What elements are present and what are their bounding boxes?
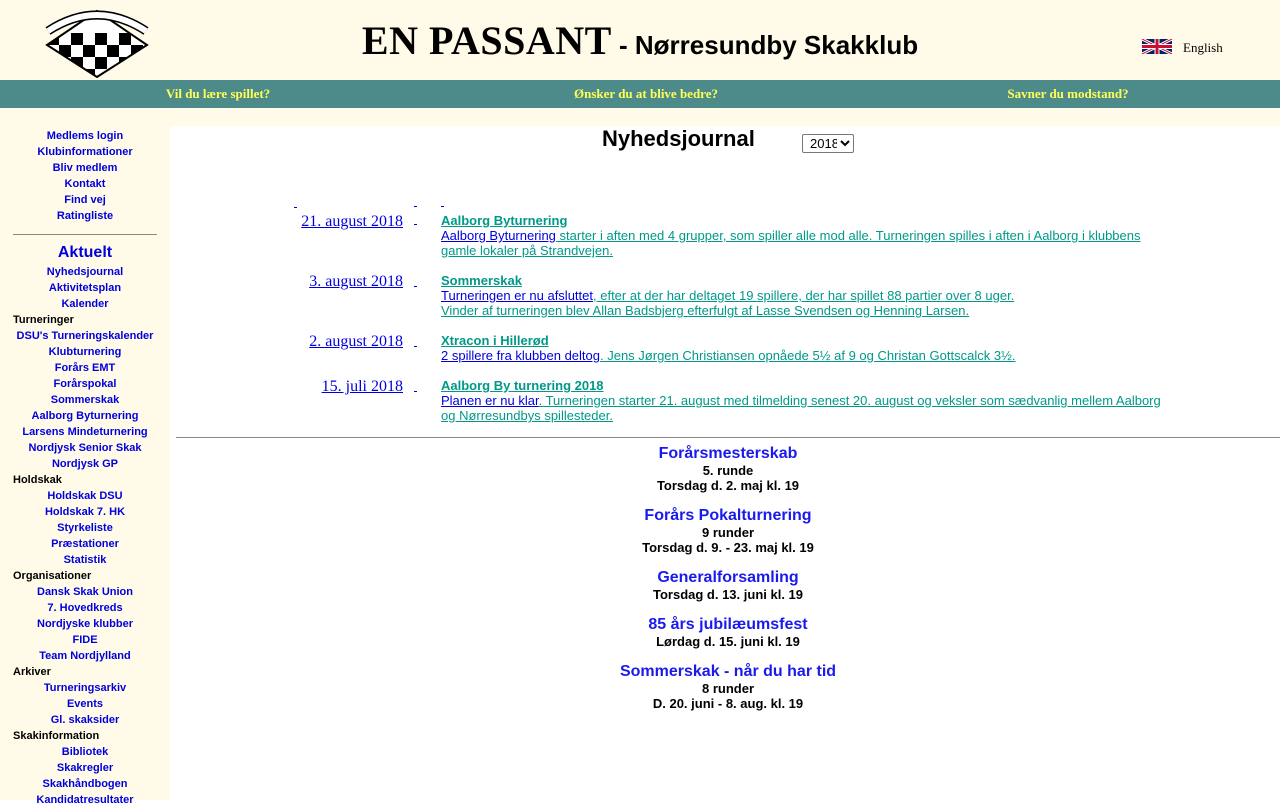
sidebar-item-kontakt[interactable]: Kontakt <box>64 178 106 190</box>
sidebar-item-praestationer[interactable]: Præstationer <box>51 538 119 550</box>
sidebar-menu <box>0 126 170 806</box>
event-detail: 5. runde <box>702 463 754 478</box>
sidebar-item-foraarspokal[interactable]: Forårspokal <box>53 378 117 390</box>
event-item <box>176 663 1280 711</box>
sidebar-divider <box>13 234 157 235</box>
event-title[interactable]: Sommerskak - når du har tid <box>619 663 837 680</box>
news-date[interactable]: 3. august 2018 <box>309 273 403 290</box>
sidebar-item-turneringsarkiv[interactable]: Turneringsarkiv <box>43 682 127 694</box>
sidebar-item-kalender[interactable]: Kalender <box>61 298 109 310</box>
sidebar-item-gl-skaksider[interactable]: Gl. skaksider <box>50 714 120 726</box>
sidebar-item-skakregler[interactable]: Skakregler <box>56 762 114 774</box>
site-header <box>0 0 1280 80</box>
news-date[interactable]: 21. august 2018 <box>301 213 403 230</box>
sidebar-item-nordjyske-klubber[interactable]: Nordjyske klubber <box>37 618 133 630</box>
news-link[interactable]: Aalborg Byturnering <box>441 228 556 243</box>
news-link[interactable]: Turneringen er nu afsluttet <box>441 288 593 303</box>
sidebar-section-holdskak: Holdskak <box>13 474 62 486</box>
news-body <box>441 273 1166 318</box>
sidebar-item-nordjysk-gp[interactable]: Nordjysk GP <box>51 458 119 470</box>
sidebar-item-klubinformationer[interactable]: Klubinformationer <box>37 146 133 158</box>
event-item <box>176 507 1280 555</box>
decor-mark <box>414 206 417 207</box>
news-headline[interactable]: Aalborg Byturnering <box>441 213 568 228</box>
sidebar-item-team-nordjylland[interactable]: Team Nordjylland <box>39 650 131 662</box>
sidebar-section-skakinformation: Skakinformation <box>13 730 100 742</box>
event-detail: 8 runder <box>701 681 754 696</box>
event-detail: 9 runder <box>701 525 754 540</box>
language-switch[interactable] <box>1141 40 1223 56</box>
news-text: , efter at der har deltaget 19 spillere, der har spillet 88 partier over 8 uger. <box>593 288 1015 303</box>
page-title: Nyhedsjournal <box>602 126 755 151</box>
sidebar-item-nordjysk-senior-skak[interactable]: Nordjysk Senior Skak <box>28 442 142 454</box>
sidebar-item-skakhaandbogen[interactable]: Skakhåndbogen <box>42 778 128 790</box>
sidebar-item-medlems-login[interactable]: Medlems login <box>46 130 124 142</box>
sidebar-item-dsu-turneringskalender[interactable]: DSU's Turneringskalender <box>16 330 154 342</box>
sidebar-item-ratingliste[interactable]: Ratingliste <box>56 210 114 222</box>
sidebar-item-statistik[interactable]: Statistik <box>63 554 107 566</box>
decor-mark <box>441 206 444 207</box>
news-headline[interactable]: Aalborg By turnering 2018 <box>441 378 604 393</box>
upcoming-events <box>176 445 1280 725</box>
news-text: starter i aften med 4 grupper, som spiller alle mod alle. Turneringen spilles i aften i Aalborg i klubbens gamle lokaler på Strandvejen. <box>441 228 1141 258</box>
sidebar-item-fide[interactable]: FIDE <box>72 634 98 646</box>
sidebar-section-turneringer: Turneringer <box>13 314 74 326</box>
sidebar-item-holdskak-7hk[interactable]: Holdskak 7. HK <box>44 506 126 518</box>
news-date[interactable]: 15. juli 2018 <box>321 378 403 395</box>
sidebar-item-7-hovedkreds[interactable]: 7. Hovedkreds <box>47 602 123 614</box>
top-nav-bar <box>0 80 1280 108</box>
decor-mark <box>294 207 297 208</box>
site-title-club: - Nørresundby Skakklub <box>611 30 919 60</box>
event-detail: Torsdag d. 13. juni kl. 19 <box>652 587 804 602</box>
sidebar-item-styrkeliste[interactable]: Styrkeliste <box>57 522 113 534</box>
sidebar-item-larsens-mindeturnering[interactable]: Larsens Mindeturnering <box>22 426 148 438</box>
sidebar-item-foraars-emt[interactable]: Forårs EMT <box>54 362 116 374</box>
event-title[interactable]: Forårsmesterskab <box>658 445 798 462</box>
news-link[interactable]: Planen er nu klar <box>441 393 539 408</box>
header-stripe <box>0 108 1280 126</box>
sidebar-item-nyhedsjournal[interactable]: Nyhedsjournal <box>46 266 124 278</box>
news-date[interactable]: 2. august 2018 <box>309 333 403 350</box>
news-headline[interactable]: Sommerskak <box>441 273 522 288</box>
news-text: . Turneringen starter 21. august med tilmelding senest 20. august og veksler som sædvanlig mellem Aalborg og Nørresundbys spillesteder. <box>441 393 1161 423</box>
sidebar-section-organisationer: Organisationer <box>13 570 92 582</box>
nav-learn-game[interactable]: Vil du lære spillet? <box>165 86 271 101</box>
sidebar-item-find-vej[interactable]: Find vej <box>64 194 106 206</box>
news-body <box>441 333 1166 363</box>
event-item <box>176 616 1280 649</box>
uk-flag-icon[interactable] <box>1141 39 1173 54</box>
news-text: Vinder af turneringen blev Allan Badsbjerg efterfulgt af Lasse Svendsen og Henning Larsen. <box>441 303 970 318</box>
content-divider <box>176 437 1280 438</box>
news-body <box>441 378 1166 423</box>
sidebar-item-bibliotek[interactable]: Bibliotek <box>61 746 109 758</box>
sidebar-item-aalborg-byturnering[interactable]: Aalborg Byturnering <box>31 410 139 422</box>
event-title[interactable]: 85 års jubilæumsfest <box>648 616 808 633</box>
sidebar-item-dansk-skak-union[interactable]: Dansk Skak Union <box>37 586 133 598</box>
event-item <box>176 569 1280 602</box>
news-headline[interactable]: Xtracon i Hillerød <box>441 333 549 348</box>
news-link[interactable]: 2 spillere fra klubben deltog <box>441 348 600 363</box>
sidebar-item-holdskak-dsu[interactable]: Holdskak DSU <box>47 490 123 502</box>
sidebar-item-aktivitetsplan[interactable]: Aktivitetsplan <box>48 282 122 294</box>
event-detail: Lørdag d. 15. juni kl. 19 <box>656 634 800 649</box>
event-title[interactable]: Generalforsamling <box>657 569 799 586</box>
event-detail: D. 20. juni - 8. aug. kl. 19 <box>652 696 804 711</box>
sidebar-item-klubturnering[interactable]: Klubturnering <box>48 346 122 358</box>
event-item <box>176 445 1280 493</box>
nav-need-opponents[interactable]: Savner du modstand? <box>1007 86 1129 101</box>
news-body <box>441 213 1166 258</box>
event-detail: Torsdag d. 9. - 23. maj kl. 19 <box>642 540 814 555</box>
sidebar-heading-aktuelt[interactable]: Aktuelt <box>57 244 113 261</box>
nav-get-better[interactable]: Ønsker du at blive bedre? <box>574 86 718 101</box>
sidebar-item-bliv-medlem[interactable]: Bliv medlem <box>52 162 118 174</box>
year-select[interactable] <box>802 134 854 153</box>
event-title[interactable]: Forårs Pokalturnering <box>644 507 812 524</box>
sidebar-item-sommerskak[interactable]: Sommerskak <box>50 394 120 406</box>
sidebar-item-kandidatresultater[interactable]: Kandidatresultater <box>36 794 134 806</box>
news-text: . Jens Jørgen Christiansen opnåede 5½ af 9 og Christan Gottscalck 3½. <box>600 348 1016 363</box>
sidebar-section-arkiver: Arkiver <box>13 666 51 678</box>
language-label[interactable]: English <box>1183 40 1223 55</box>
sidebar-item-events[interactable]: Events <box>66 698 104 710</box>
site-title-main: EN PASSANT <box>361 18 612 63</box>
event-detail: Torsdag d. 2. maj kl. 19 <box>656 478 800 493</box>
site-title <box>0 17 1280 64</box>
